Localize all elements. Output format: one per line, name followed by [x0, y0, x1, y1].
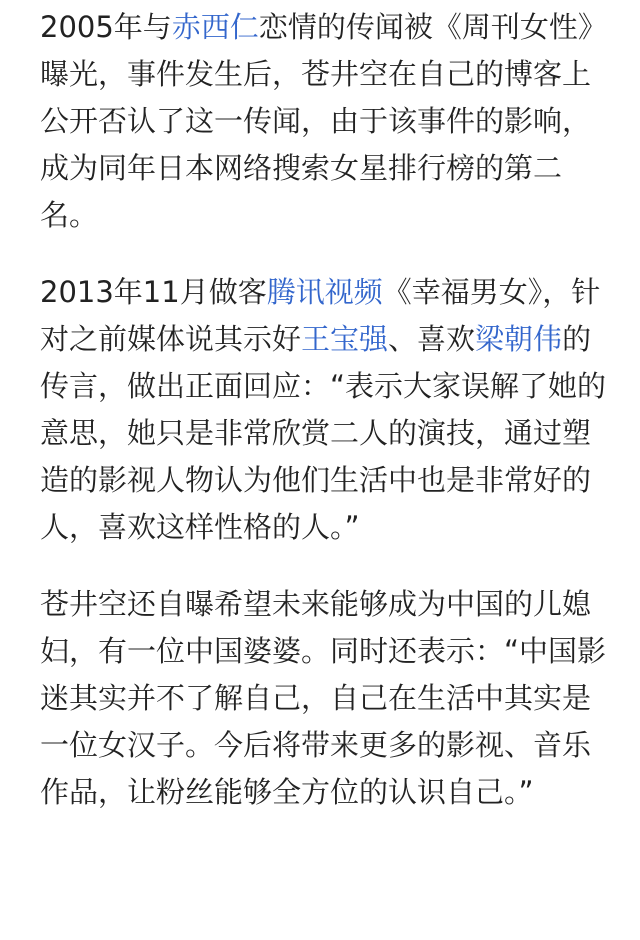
link-akanishi-jin[interactable]: 赤西仁 — [171, 10, 259, 44]
paragraph-china-wish — [40, 581, 615, 816]
paragraph-tencent-interview — [40, 269, 615, 551]
link-wang-baoqiang[interactable]: 王宝强 — [301, 322, 389, 356]
text-segment: 2005年与 — [40, 10, 172, 44]
link-tencent-video[interactable]: 腾讯视频 — [266, 275, 383, 309]
text-segment: 2013年11月做客 — [40, 275, 267, 309]
text-segment: 《幸福男女》，针对之前媒体说其示好 — [40, 275, 601, 356]
text-segment: 、喜欢 — [388, 322, 476, 356]
link-tony-leung[interactable]: 梁朝伟 — [475, 322, 563, 356]
text-segment: 的传言，做出正面回应：“表示大家误解了她的意思，她只是非常欣赏二人的演技，通过塑造的影视人物认为他们生活中也是非常好的人，喜欢这样性格的人。” — [40, 322, 607, 544]
text-segment: 恋情的传闻被《周刊女性》曝光，事件发生后，苍井空在自己的博客上公开否认了这一传闻，由于该事件的影响，成为同年日本网络搜索女星排行榜的第二名。 — [40, 10, 607, 232]
article-body — [40, 4, 615, 816]
text-segment: 苍井空还自曝希望未来能够成为中国的儿媳妇，有一位中国婆婆。同时还表示：“中国影迷其实并不了解自己，自己在生活中其实是一位女汉子。今后将带来更多的影视、音乐作品，让粉丝能够全方位的认识自己。” — [40, 587, 607, 809]
paragraph-relationship-rumor — [40, 4, 615, 239]
